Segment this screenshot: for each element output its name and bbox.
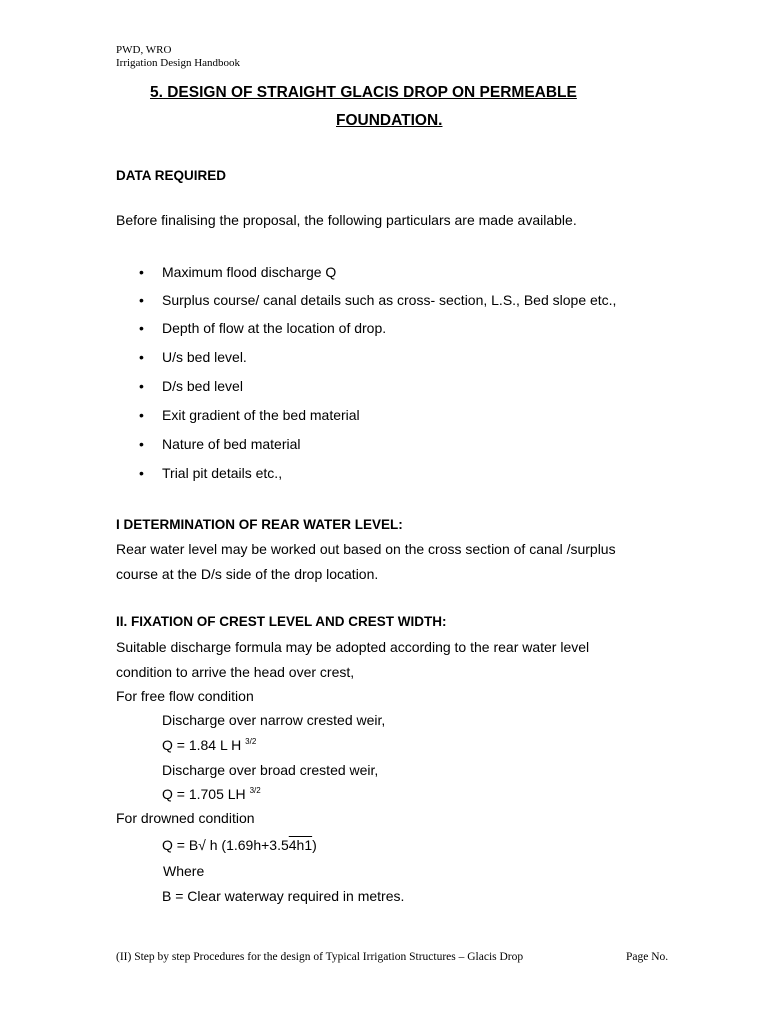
- formula-exponent: 3/2: [245, 737, 257, 746]
- formula-broad-weir: Q = 1.705 LH $^{3/2}$: [162, 786, 261, 802]
- b-definition: B = Clear waterway required in metres.: [162, 888, 405, 904]
- section1-text-line1: Rear water level may be worked out based on the cross section of canal /surplus: [116, 541, 616, 557]
- header-book-title: Irrigation Design Handbook: [116, 57, 241, 69]
- page-title-line2: FOUNDATION.: [336, 112, 443, 129]
- formula-overline-term: 4h1: [288, 837, 313, 853]
- footer-page-number: Page No.: [626, 951, 669, 963]
- list-item: Depth of flow at the location of drop.: [162, 320, 387, 336]
- list-item: Trial pit details etc.,: [162, 465, 283, 481]
- where-label: Where: [163, 863, 205, 879]
- bullet-icon: •: [139, 349, 144, 365]
- list-item: U/s bed level.: [162, 349, 247, 365]
- list-item: Nature of bed material: [162, 436, 301, 452]
- list-item: D/s bed level: [162, 378, 243, 394]
- bullet-icon: •: [139, 264, 144, 280]
- drowned-label: For drowned condition: [116, 810, 255, 826]
- header-org: PWD, WRO: [116, 44, 172, 56]
- broad-weir-label: Discharge over broad crested weir,: [162, 762, 379, 778]
- section1-text-line2: course at the D/s side of the drop location.: [116, 566, 379, 582]
- bullet-icon: •: [139, 407, 144, 423]
- section2-heading: II. FIXATION OF CREST LEVEL AND CREST WIDTH:: [116, 614, 447, 629]
- formula-exponent: 3/2: [249, 786, 261, 795]
- bullet-icon: •: [139, 292, 144, 308]
- bullet-icon: •: [139, 320, 144, 336]
- list-item: Surplus course/ canal details such as cross- section, L.S., Bed slope etc.,: [162, 292, 617, 308]
- data-required-intro: Before finalising the proposal, the following particulars are made available.: [116, 212, 577, 228]
- section2-text-line1: Suitable discharge formula may be adopted according to the rear water level: [116, 639, 590, 655]
- section2-text-line2: condition to arrive the head over crest,: [116, 664, 355, 680]
- page-title-line1: 5. DESIGN OF STRAIGHT GLACIS DROP ON PERMEABLE: [150, 84, 577, 101]
- narrow-weir-label: Discharge over narrow crested weir,: [162, 712, 386, 728]
- list-item: Exit gradient of the bed material: [162, 407, 360, 423]
- bullet-icon: •: [139, 436, 144, 452]
- bullet-icon: •: [139, 378, 144, 394]
- data-required-heading: DATA REQUIRED: [116, 168, 226, 183]
- bullet-icon: •: [139, 465, 144, 481]
- free-flow-label: For free flow condition: [116, 688, 254, 704]
- list-item: Maximum flood discharge Q: [162, 264, 337, 280]
- formula-drowned: Q = B√ h (1.69h+3.54h1): [162, 837, 317, 853]
- footer-text: (II) Step by step Procedures for the design of Typical Irrigation Structures – Glacis Drop: [116, 951, 524, 963]
- section1-heading: I DETERMINATION OF REAR WATER LEVEL:: [116, 517, 403, 532]
- formula-narrow-weir: Q = 1.84 L H $^{3/2}$: [162, 737, 257, 753]
